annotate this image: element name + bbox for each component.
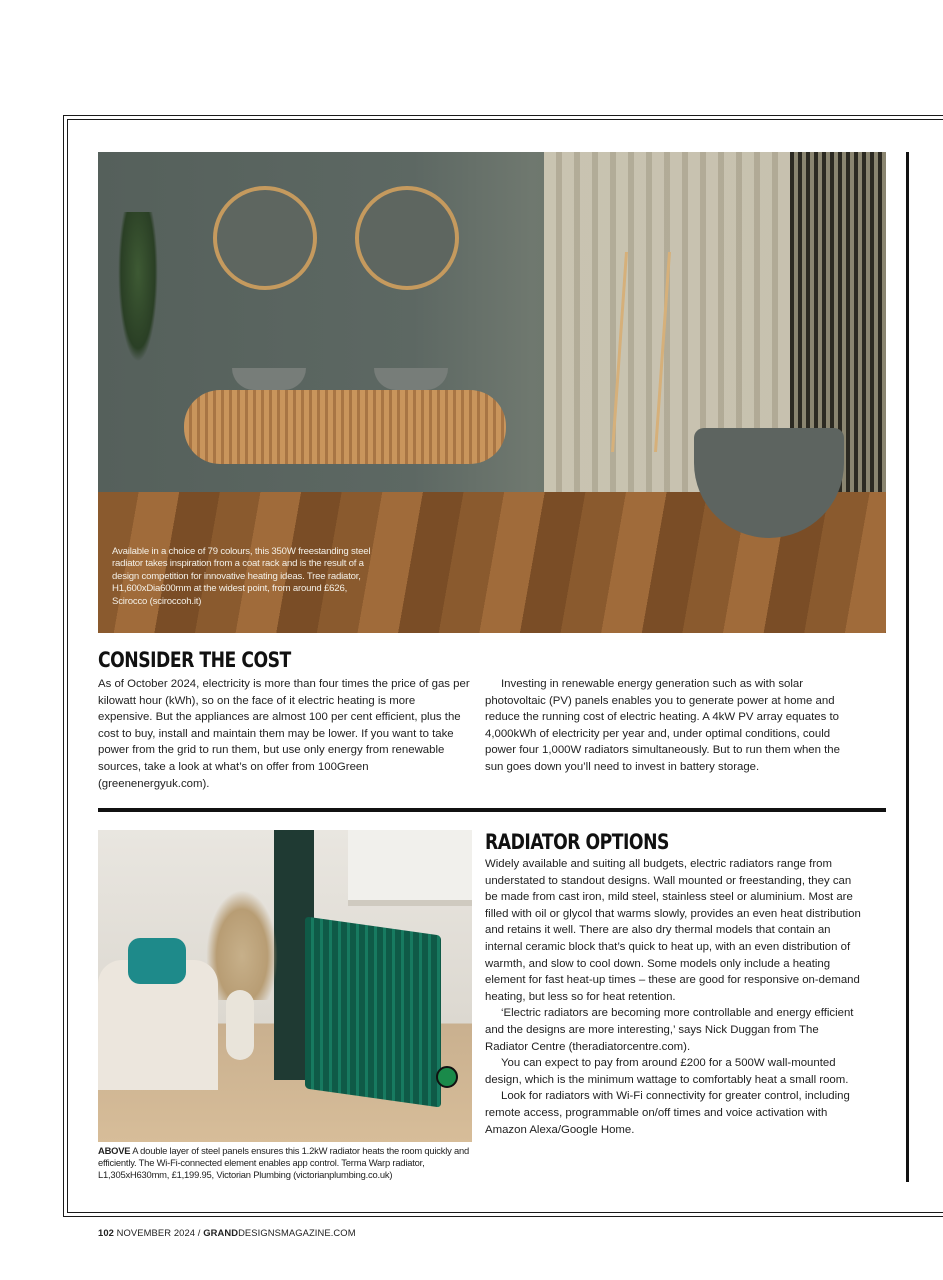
radiator-photo-caption bbox=[98, 1145, 472, 1182]
caption-label: ABOVE bbox=[98, 1145, 131, 1156]
cost-column-2 bbox=[485, 676, 857, 776]
cost-column-1 bbox=[98, 676, 470, 792]
radiators-paragraph-4: Look for radiators with Wi-Fi connectivity for greater control, including remote access, programmable on/off times and voice activation with Amazon Alexa/Google Home. bbox=[485, 1090, 850, 1136]
teal-cushion bbox=[128, 938, 186, 984]
hero-caption: Available in a choice of 79 colours, this 350W freestanding steel radiator takes inspiration from a coat rack and is the result of a design competition for innovative heating ideas. Tree radiator, H1,600xDia600mm at the widest point, from around £626, Scirocco (sciroccoh.it) bbox=[112, 545, 371, 607]
caption-text: A double layer of steel panels ensures this 1.2kW radiator heats the room quickly and efficiently. The Wi-Fi-connected element enables app control. Terma Warp radiator, L1,305xH630mm, £1,199.95, Victorian Plumbing (victorianplumbing.co.uk) bbox=[98, 1145, 470, 1181]
vase bbox=[226, 990, 254, 1060]
page-footer bbox=[98, 1227, 356, 1238]
section-heading-radiators: RADIATOR OPTIONS bbox=[485, 830, 669, 854]
vertical-rule bbox=[906, 152, 909, 1182]
issue-date: NOVEMBER 2024 / bbox=[113, 1227, 204, 1238]
wifi-plug bbox=[436, 1066, 458, 1088]
cost-paragraph-1: As of October 2024, electricity is more than four times the price of gas per kilowatt hour (kWh), so on the face of it electric heating is more expensive. But the appliances are almost 100 per cent efficient, plus the cost to buy, install and maintain them may be lower. If you want to take power from the grid to run them, but use only energy from renewable sources, take a look at what’s on offer from 100Green (greenenergyuk.com). bbox=[98, 678, 470, 790]
radiators-paragraph-3: You can expect to pay from around £200 for a 500W wall-mounted design, which is the minimum wattage to comfortably heat a small room. bbox=[485, 1057, 849, 1086]
hanging-plant bbox=[118, 212, 158, 362]
radiators-paragraph-2: ‘Electric radiators are becoming more controllable and energy efficient and the designs are more interesting,’ says Nick Duggan from The Radiator Centre (theradiatorcentre.com). bbox=[485, 1007, 854, 1053]
page-number: 102 bbox=[98, 1227, 114, 1238]
brand-bold: GRAND bbox=[203, 1227, 239, 1238]
basin bbox=[232, 368, 306, 390]
window bbox=[348, 830, 472, 906]
horizontal-rule bbox=[98, 808, 886, 812]
round-mirror bbox=[355, 186, 459, 290]
section-heading-cost: CONSIDER THE COST bbox=[98, 648, 291, 672]
basin bbox=[374, 368, 448, 390]
hero-photo bbox=[98, 152, 886, 633]
round-mirror bbox=[213, 186, 317, 290]
radiators-column bbox=[485, 856, 861, 1138]
fluted-vanity bbox=[184, 390, 506, 464]
green-radiator bbox=[305, 916, 441, 1107]
radiator-photo bbox=[98, 830, 472, 1142]
cost-paragraph-2: Investing in renewable energy generation such as with solar photovoltaic (PV) panels enables you to generate power at home and reduce the running cost of electric heating. A 4kW PV array equates to 4,000kWh of electricity per year and, under optimal conditions, could power four 1,000W radiators simultaneously. But to run them when the sun goes down you’ll need to invest in battery storage. bbox=[485, 678, 840, 773]
brand-rest: DESIGNSMAGAZINE.COM bbox=[238, 1227, 356, 1238]
radiators-paragraph-1: Widely available and suiting all budgets, electric radiators range from understated to standout designs. Wall mounted or freestanding, they can be made from cast iron, mild steel, stainless steel or aluminium. Most are filled with oil or glycol that warms slowly, provides an even heat distribution and retains it well. There are also dry thermal models that contain an internal ceramic block that’s quick to heat up, with an even distribution of warmth, and slow to cool down. Some models only include a heating element for fast heat-up times – these are good for responsive on-demand heating, but less so for heat retention. bbox=[485, 858, 861, 1003]
